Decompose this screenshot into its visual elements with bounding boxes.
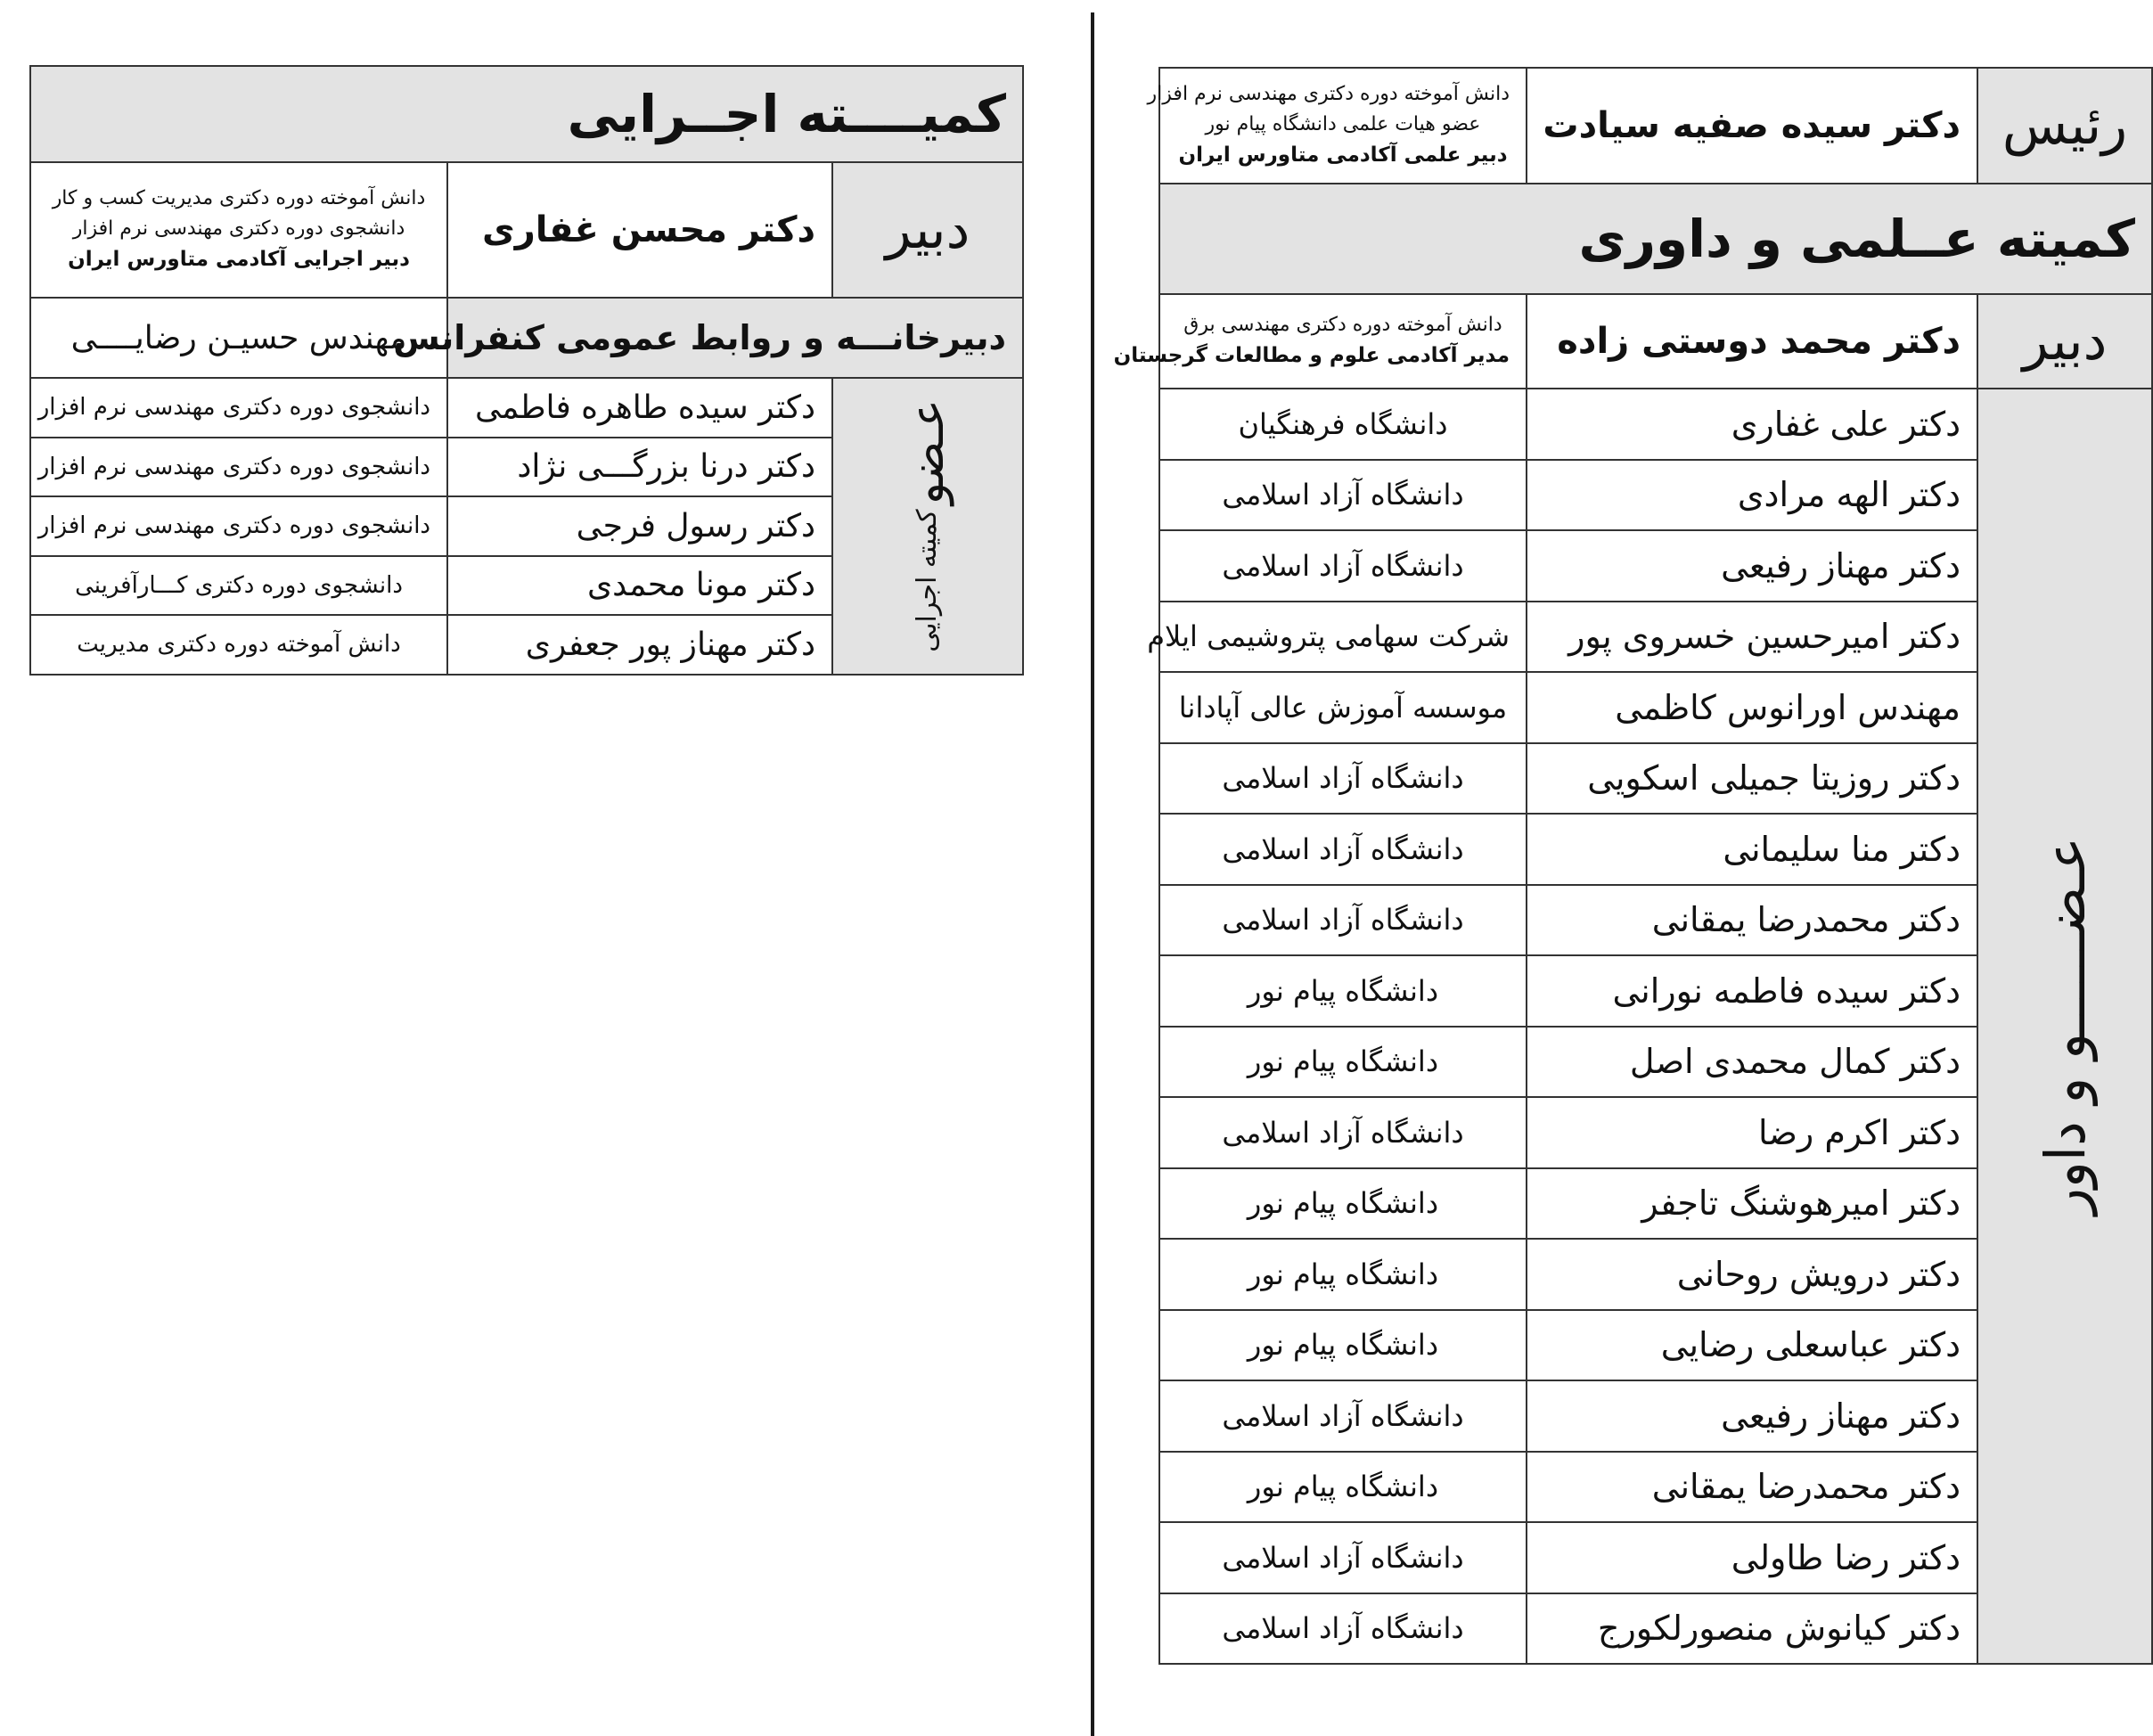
member-name: دکتر مهناز رفیعی — [1527, 530, 1977, 602]
member-affiliation: دانشگاه پیام نور — [1159, 1452, 1527, 1523]
member-name: دکتر الهه مرادی — [1527, 460, 1977, 531]
member-name: دکتر رسول فرجی — [447, 496, 832, 556]
chief-label: رئیس — [1977, 68, 2152, 184]
member-affiliation: دانشگاه آزاد اسلامی — [1159, 1593, 1527, 1665]
secretary-notes — [1113, 294, 1527, 389]
members-label — [901, 399, 954, 652]
member-name: دکتر اکرم رضا — [1527, 1097, 1977, 1168]
member-name: مهندس اورانوس کاظمی — [1527, 672, 1977, 743]
member-affiliation: دانشجوی دوره دکتری کـــارآفرینی — [30, 556, 447, 616]
member-name: دکتر محمدرضا یمقانی — [1527, 1452, 1977, 1523]
member-row — [1159, 389, 2152, 460]
member-name: دکتر مهناز رفیعی — [1527, 1380, 1977, 1452]
member-affiliation: دانشگاه آزاد اسلامی — [1159, 530, 1527, 602]
secretary-notes — [30, 162, 447, 298]
secretary-note: دانش آموخته دوره دکتری مهندسی برق — [1183, 314, 1502, 337]
chief-note-bold: دبیر علمی آکادمی متاورس ایران — [1178, 143, 1508, 168]
members-label-sub: کمیته اجرایی — [912, 509, 943, 653]
member-name: دکتر رضا طاولی — [1527, 1522, 1977, 1593]
chief-notes — [1147, 68, 1527, 184]
pr-title: دبیرخانـــه و روابط عمومی کنفرانس — [447, 298, 1023, 378]
chief-row — [1159, 68, 2152, 184]
chief-note: عضو هیات علمی دانشگاه پیام نور — [1205, 113, 1481, 136]
secretary-note: دانش آموخته دوره دکتری مدیریت کسب و کار — [52, 187, 426, 210]
member-affiliation: دانشجوی دوره دکتری مهندسی نرم افزار — [30, 438, 447, 497]
member-affiliation: دانشگاه پیام نور — [1159, 1168, 1527, 1240]
pr-name: مهندس حسیـن رضایــــی — [30, 298, 447, 378]
member-name: دکتر سیده طاهره فاطمی — [447, 378, 832, 438]
scientific-committee-table — [1113, 67, 2153, 1665]
secretary-row — [1159, 294, 2152, 389]
secretary-row — [30, 162, 1023, 298]
member-affiliation: دانشجوی دوره دکتری مهندسی نرم افزار — [30, 378, 447, 438]
member-affiliation: شرکت سهامی پتروشیمی ایلام — [1159, 602, 1527, 673]
pr-row — [30, 298, 1023, 378]
member-affiliation: دانشگاه پیام نور — [1159, 1239, 1527, 1310]
scientific-committee-title: کمیته عــلمی و داوری — [1159, 184, 2152, 294]
member-affiliation: دانشگاه آزاد اسلامی — [1159, 1380, 1527, 1452]
member-affiliation: دانشگاه آزاد اسلامی — [1159, 743, 1527, 815]
member-affiliation: دانشگاه آزاد اسلامی — [1159, 1097, 1527, 1168]
secretary-name: دکتر محمد دوستی زاده — [1527, 294, 1977, 389]
member-name: دکتر درویش روحانی — [1527, 1239, 1977, 1310]
committee-title-row — [30, 66, 1023, 162]
member-name: دکتر مونا محمدی — [447, 556, 832, 616]
member-affiliation: دانش آموخته دوره دکتری مدیریت — [30, 615, 447, 675]
secretary-note-bold: دبیر اجرایی آکادمی متاورس ایران — [68, 248, 410, 272]
members-label: عـضــــــو و داور — [2032, 837, 2098, 1216]
executive-committee-title: کمیــــته اجــرایی — [30, 66, 1023, 162]
secretary-note: دانشجوی دوره دکتری مهندسی نرم افزار — [72, 217, 405, 241]
member-name: دکتر منا سلیمانی — [1527, 814, 1977, 885]
secretary-label: دبیر — [1977, 294, 2152, 389]
secretary-label: دبیر — [832, 162, 1023, 298]
secretary-name: دکتر محسن غفاری — [447, 162, 832, 298]
member-affiliation: دانشگاه پیام نور — [1159, 1310, 1527, 1381]
member-row — [30, 378, 1023, 438]
member-affiliation: دانشگاه آزاد اسلامی — [1159, 885, 1527, 956]
members-label-cell — [832, 378, 1023, 675]
member-affiliation: دانشگاه فرهنگیان — [1159, 389, 1527, 460]
member-name: دکتر محمدرضا یمقانی — [1527, 885, 1977, 956]
members-label-main: عـضو — [901, 399, 954, 505]
member-affiliation: دانشگاه آزاد اسلامی — [1159, 1522, 1527, 1593]
member-name: دکتر امیرهوشنگ تاجفر — [1527, 1168, 1977, 1240]
member-affiliation: دانشگاه پیام نور — [1159, 1027, 1527, 1098]
member-name: دکتر کمال محمدی اصل — [1527, 1027, 1977, 1098]
member-name: دکتر امیرحسین خسروی پور — [1527, 602, 1977, 673]
member-affiliation: دانشجوی دوره دکتری مهندسی نرم افزار — [30, 496, 447, 556]
chief-name: دکتر سیده صفیه سیادت — [1527, 68, 1977, 184]
chief-note: دانش آموخته دوره دکتری مهندسی نرم افزار — [1147, 83, 1510, 106]
member-affiliation: دانشگاه پیام نور — [1159, 955, 1527, 1027]
member-name: دکتر عباسعلی رضایی — [1527, 1310, 1977, 1381]
executive-committee-table — [29, 65, 1024, 676]
member-name: دکتر سیده فاطمه نورانی — [1527, 955, 1977, 1027]
member-name: دکتر کیانوش منصورلکورج — [1527, 1593, 1977, 1665]
member-name: دکتر مهناز پور جعفری — [447, 615, 832, 675]
committee-title-row — [1159, 184, 2152, 294]
members-label-cell — [1977, 389, 2152, 1664]
member-affiliation: دانشگاه آزاد اسلامی — [1159, 814, 1527, 885]
secretary-note-bold: مدیر آکادمی علوم و مطالعات گرجستان — [1113, 344, 1510, 368]
page-divider — [1091, 12, 1094, 1736]
member-affiliation: دانشگاه آزاد اسلامی — [1159, 460, 1527, 531]
member-name: دکتر درنا بزرگـــی نژاد — [447, 438, 832, 497]
member-name: دکتر روزیتا جمیلی اسکویی — [1527, 743, 1977, 815]
member-name: دکتر علی غفاری — [1527, 389, 1977, 460]
member-affiliation: موسسه آموزش عالی آپادانا — [1159, 672, 1527, 743]
